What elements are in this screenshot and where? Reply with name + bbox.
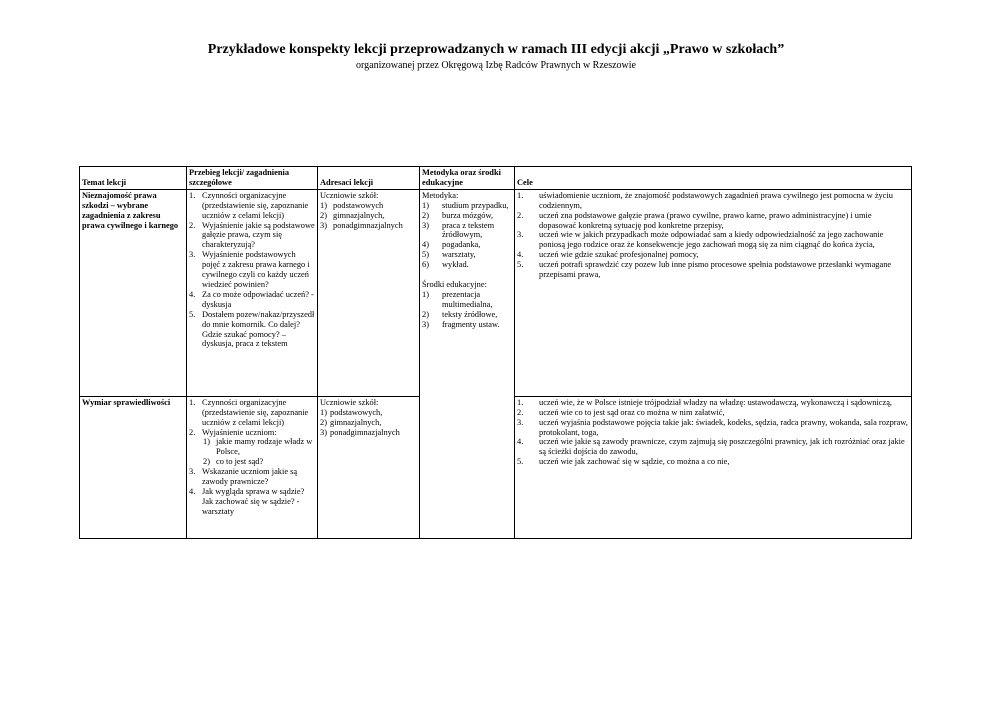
list-item: Wskazanie uczniom jakie są zawody prawnicze? bbox=[202, 467, 298, 487]
list-number: 1. bbox=[189, 190, 196, 200]
list-number: 3) bbox=[320, 427, 327, 437]
list-number: 5. bbox=[517, 260, 524, 270]
list-number: 2. bbox=[189, 427, 196, 437]
list-number: 6) bbox=[422, 260, 429, 270]
list-item: gimnazjalnych, bbox=[333, 210, 385, 220]
list-item: gimnazjalnych, bbox=[330, 417, 382, 427]
list-number: 1) bbox=[203, 437, 210, 447]
lesson-topic: Nieznajomość prawa szkodzi – wybrane zagadnienia z zakresu prawa cywilnego i karnego bbox=[80, 189, 187, 396]
list-number: 5. bbox=[189, 309, 196, 319]
list-item: fragmenty ustaw. bbox=[442, 319, 500, 329]
list-item: uczeń wie jakie są zawody prawnicze, czym zajmują się poszczególni prawnicy, jak ich rozróżniać oraz jakie są ścieżki dojścia do zawodu, bbox=[539, 437, 905, 457]
list-number: 1. bbox=[517, 397, 524, 407]
list-number: 3. bbox=[189, 250, 196, 260]
list-number: 4. bbox=[517, 437, 524, 447]
list-number: 4) bbox=[422, 240, 429, 250]
lesson-goals bbox=[515, 396, 912, 538]
header-goals: Cele bbox=[515, 167, 912, 190]
list-number: 3) bbox=[422, 220, 429, 230]
list-item: uczeń potrafi sprawdzić czy pozew lub inne pismo procesowe spełnia podstawowe przesłanki wymagane przepisami prawa, bbox=[539, 260, 892, 280]
list-item: Wyjaśnienie podstawowych pojęć z zakresu prawa karnego i cywilnego czyli co każdy uczeń wiedzieć powinien? bbox=[202, 250, 310, 289]
list-item: Wyjaśnienie uczniom: bbox=[202, 427, 277, 437]
lesson-audience bbox=[318, 189, 420, 396]
list-item: podstawowych, bbox=[330, 407, 383, 417]
list-number: 2) bbox=[422, 210, 429, 220]
list-item: pogadanka, bbox=[442, 240, 481, 250]
lesson-topic: Wymiar sprawiedliwości bbox=[80, 396, 187, 538]
lesson-course bbox=[187, 396, 318, 538]
means-label: Środki edukacyjne: bbox=[422, 280, 487, 290]
list-item: teksty źródłowe, bbox=[442, 309, 498, 319]
table-header-row bbox=[80, 167, 912, 190]
list-number: 1) bbox=[320, 407, 327, 417]
list-item: ponadgimnazjalnych bbox=[333, 220, 403, 230]
audience-label: Uczniowie szkół: bbox=[320, 190, 379, 200]
list-number: 1. bbox=[189, 397, 196, 407]
list-number: 2. bbox=[517, 210, 524, 220]
list-item: uczeń zna podstawowe gałęzie prawa (prawo cywilne, prawo karne, prawo administracyjne) i umie dopasować konkretną sytuację pod konkretne przepisy, bbox=[539, 210, 872, 230]
list-item: wykład. bbox=[442, 260, 469, 270]
list-item: Czynności organizacyjne (przedstawienie się, zapoznanie uczniów z celami lekcji) bbox=[202, 397, 309, 427]
list-item: studium przypadku, bbox=[442, 200, 509, 210]
list-item: uczeń wie w jakich przypadkach może odpowiadać sam a kiedy odpowiedzialność za jego zachowanie poniosą jego rodzice oraz że konsekwencje jego zachowań mogą się za nim ciągnąć do końca życia, bbox=[539, 230, 884, 250]
header-methods: Metodyka oraz środki edukacyjne bbox=[420, 167, 515, 190]
table-row bbox=[80, 189, 912, 396]
list-item: prezentacja multimedialna, bbox=[442, 289, 493, 309]
audience-label: Uczniowie szkół: bbox=[320, 397, 379, 407]
list-item: co to jest sąd? bbox=[216, 457, 264, 467]
list-number: 2. bbox=[189, 220, 196, 230]
list-item: uczeń wie gdzie szukać profesjonalnej pomocy, bbox=[539, 250, 699, 260]
list-number: 2) bbox=[422, 309, 429, 319]
list-item: jakie mamy rodzaje władz w Polsce, bbox=[216, 437, 313, 457]
list-number: 3. bbox=[517, 417, 524, 427]
document-subtitle: organizowanej przez Okręgową Izbę Radców Prawnych w Rzeszowie bbox=[356, 60, 636, 71]
lesson-goals bbox=[515, 189, 912, 396]
list-number: 5) bbox=[422, 250, 429, 260]
list-number: 2) bbox=[203, 457, 210, 467]
list-number: 1. bbox=[517, 190, 524, 200]
list-item: Wyjaśnienie jakie są podstawowe gałęzie prawa, czym się charakteryzują? bbox=[202, 220, 315, 250]
list-number: 3) bbox=[320, 220, 327, 230]
list-number: 4. bbox=[189, 289, 196, 299]
lesson-course bbox=[187, 189, 318, 396]
list-item: warsztaty, bbox=[442, 250, 476, 260]
list-number: 3) bbox=[422, 319, 429, 329]
list-number: 3. bbox=[517, 230, 524, 240]
header-audience: Adresaci lekcji bbox=[318, 167, 420, 190]
list-item: Jak wygląda sprawa w sądzie? Jak zachować się w sądzie? - warsztaty bbox=[202, 486, 305, 516]
list-number: 4. bbox=[517, 250, 524, 260]
lesson-methods bbox=[420, 189, 515, 538]
list-item: Czynności organizacyjne (przedstawienie się, zapoznanie uczniów z celami lekcji) bbox=[202, 190, 309, 220]
list-item: uczeń wyjaśnia podstawowe pojęcia takie jak: świadek, kodeks, sędzia, radca prawny, wokanda, sala rozpraw, protokolant, toga, bbox=[539, 417, 908, 437]
list-number: 2) bbox=[320, 417, 327, 427]
list-number: 1) bbox=[422, 289, 429, 299]
header-course: Przebieg lekcji/ zagadnienia szczegółowe bbox=[187, 167, 318, 190]
list-item: uczeń wie jak zachować się w sądzie, co można a co nie, bbox=[539, 457, 730, 467]
list-number: 2. bbox=[517, 407, 524, 417]
lesson-plan-table bbox=[79, 166, 912, 539]
list-number: 5. bbox=[517, 457, 524, 467]
lesson-audience bbox=[318, 396, 420, 538]
header-topic: Temat lekcji bbox=[80, 167, 187, 190]
methods-label: Metodyka: bbox=[422, 190, 459, 200]
list-number: 4. bbox=[189, 486, 196, 496]
list-item: burza mózgów, bbox=[442, 210, 494, 220]
list-number: 3. bbox=[189, 467, 196, 477]
list-item: uświadomienie uczniom, że znajomość podstawowych zagadnień prawa cywilnego jest pomocna w życiu codziennym, bbox=[539, 190, 893, 210]
list-number: 2) bbox=[320, 210, 327, 220]
list-item: Dostałem pozew/nakaz/przyszedł do mnie komornik. Co dalej? Gdzie szukać pomocy? – dyskusja, praca z tekstem bbox=[202, 309, 315, 349]
list-item: praca z tekstem źródłowym, bbox=[442, 220, 495, 240]
list-item: uczeń wie co to jest sąd oraz co można w nim załatwić, bbox=[539, 407, 725, 417]
document-title: Przykładowe konspekty lekcji przeprowadzanych w ramach III edycji akcji „Prawo w szkołach” bbox=[207, 42, 785, 57]
list-number: 1) bbox=[320, 200, 327, 210]
list-item: podstawowych bbox=[333, 200, 384, 210]
list-item: ponadgimnazjalnych bbox=[330, 427, 400, 437]
list-number: 1) bbox=[422, 200, 429, 210]
list-item: Za co może odpowiadać uczeń? - dyskusja bbox=[202, 289, 314, 309]
list-item: uczeń wie, że w Polsce istnieje trójpodział władzy na władzę: ustawodawczą, wykonawczą i sądowniczą, bbox=[539, 397, 893, 407]
